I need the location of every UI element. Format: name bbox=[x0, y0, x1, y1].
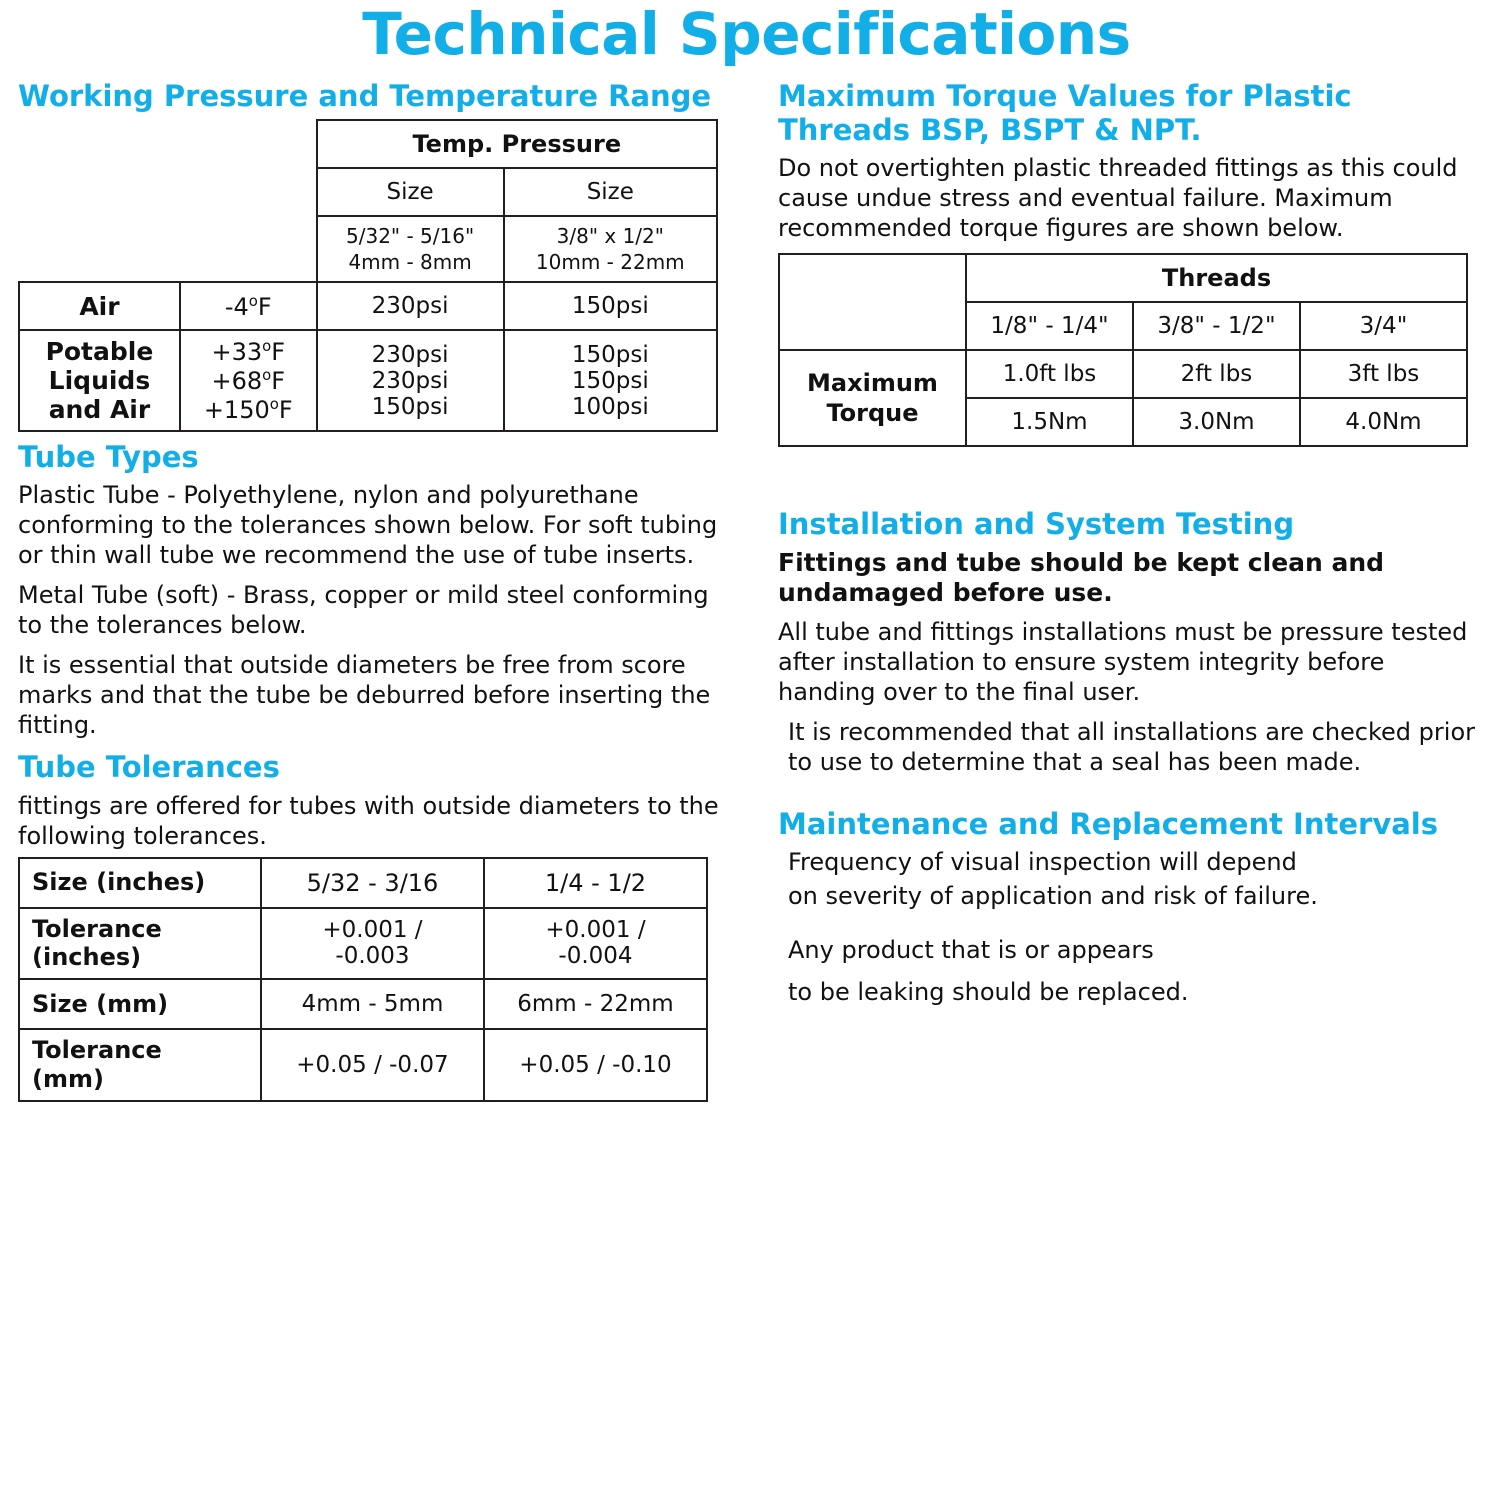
torque-ftlbs-1: 1.0ft lbs bbox=[966, 350, 1133, 398]
tolerances-intro: fittings are offered for tubes with outside diameters to the following tolerances. bbox=[18, 791, 719, 850]
table-row bbox=[19, 979, 707, 1029]
size-range-2-line1: 3/8" x 1/2" bbox=[556, 224, 664, 249]
table-row bbox=[19, 168, 717, 216]
air-temperature bbox=[180, 282, 317, 330]
potable-temp-3: +150 bbox=[203, 396, 270, 425]
thread-size-3: 3/4" bbox=[1300, 302, 1467, 350]
table-row bbox=[19, 1029, 707, 1101]
potable-col1-1: 230psi bbox=[371, 341, 449, 368]
size-header-2: Size bbox=[504, 168, 717, 216]
potable-col1-3: 150psi bbox=[371, 393, 449, 420]
size-range-1-line1: 5/32" - 5/16" bbox=[346, 224, 475, 249]
maintenance-paragraph-1: Frequency of visual inspection will depend bbox=[788, 847, 1297, 876]
table-row-potable bbox=[19, 330, 717, 431]
torque-ftlbs-2: 2ft lbs bbox=[1133, 350, 1300, 398]
tolerance-mm-c1: +0.05 / -0.07 bbox=[261, 1029, 484, 1101]
thread-size-1: 1/8" - 1/4" bbox=[966, 302, 1133, 350]
left-column bbox=[18, 79, 738, 1102]
tol-inches-c2-line1: +0.001 / bbox=[545, 917, 646, 944]
tolerance-row-label-tol-mm bbox=[19, 1029, 261, 1101]
potable-temp-2: +68 bbox=[211, 367, 263, 396]
table-row bbox=[19, 216, 717, 282]
potable-pressure-col1 bbox=[317, 330, 504, 431]
table-row bbox=[19, 120, 717, 168]
potable-pressure-col2 bbox=[504, 330, 717, 431]
empty-cell bbox=[19, 168, 180, 216]
size-header-1: Size bbox=[317, 168, 504, 216]
table-row bbox=[19, 908, 707, 980]
working-pressure-table bbox=[18, 119, 718, 432]
max-torque-label-line2: Torque bbox=[826, 399, 919, 428]
row-label-potable bbox=[19, 330, 180, 431]
tube-types-paragraph-2: Metal Tube (soft) - Brass, copper or mild steel conforming to the tolerances below. bbox=[18, 581, 709, 640]
page-title: Technical Specifications bbox=[362, 0, 1131, 68]
tolerance-size-inches-c1: 5/32 - 3/16 bbox=[261, 858, 484, 908]
maintenance-paragraph-2: on severity of application and risk of failure. bbox=[788, 881, 1318, 910]
tolerance-inches-c1 bbox=[261, 908, 484, 980]
torque-nm-2: 3.0Nm bbox=[1133, 398, 1300, 446]
table-row bbox=[779, 254, 1467, 302]
size-range-2 bbox=[504, 216, 717, 282]
degree-symbol: o bbox=[248, 291, 258, 310]
installation-paragraph-2: It is recommended that all installations are checked prior to use to determine that a seal has been made. bbox=[788, 717, 1475, 776]
potable-label-line3: and Air bbox=[48, 395, 151, 425]
torque-nm-1: 1.5Nm bbox=[966, 398, 1133, 446]
degree-symbol: o bbox=[262, 337, 272, 356]
section-heading-torque: Maximum Torque Values for Plastic Threads BSP, BSPT & NPT. bbox=[778, 78, 1352, 148]
empty-cell bbox=[19, 120, 180, 168]
right-column bbox=[778, 79, 1478, 1017]
row-label-air: Air bbox=[19, 282, 180, 330]
torque-nm-3: 4.0Nm bbox=[1300, 398, 1467, 446]
air-pressure-col2: 150psi bbox=[504, 282, 717, 330]
degree-symbol: o bbox=[269, 395, 279, 414]
tolerance-row-label-tol-inches bbox=[19, 908, 261, 980]
tol-inches-c1-line2: -0.003 bbox=[335, 943, 410, 970]
temp-pressure-header: Temp. Pressure bbox=[317, 120, 717, 168]
table-row bbox=[779, 350, 1467, 398]
maximum-torque-table bbox=[778, 253, 1468, 447]
table-row-air bbox=[19, 282, 717, 330]
potable-col2-1: 150psi bbox=[571, 341, 649, 368]
potable-label-line2: Liquids bbox=[48, 366, 151, 396]
row-label-maximum-torque bbox=[779, 350, 966, 446]
empty-cell bbox=[180, 120, 317, 168]
section-heading-maintenance: Maintenance and Replacement Intervals bbox=[778, 806, 1438, 841]
size-range-1 bbox=[317, 216, 504, 282]
potable-col2-2: 150psi bbox=[571, 367, 649, 394]
tolerance-row-label-size-mm: Size (mm) bbox=[19, 979, 261, 1029]
size-range-2-line2: 10mm - 22mm bbox=[535, 250, 685, 275]
tolerance-inches-c2 bbox=[484, 908, 707, 980]
torque-paragraph: Do not overtighten plastic threaded fittings as this could cause undue stress and eventual failure. Maximum recommended torque figures are shown below. bbox=[778, 154, 1458, 243]
empty-cell bbox=[19, 216, 180, 282]
tube-tolerances-table bbox=[18, 857, 708, 1102]
section-heading-tube-types: Tube Types bbox=[18, 440, 199, 475]
air-temp-value: -4 bbox=[224, 292, 249, 321]
section-heading-installation: Installation and System Testing bbox=[778, 507, 1295, 542]
potable-temp-1: +33 bbox=[211, 338, 263, 367]
tolerance-size-mm-c2: 6mm - 22mm bbox=[484, 979, 707, 1029]
section-heading-tube-tolerances: Tube Tolerances bbox=[18, 750, 280, 785]
two-column-layout bbox=[18, 79, 1475, 1102]
potable-temp-unit-2: F bbox=[271, 367, 286, 396]
maintenance-paragraph-3: Any product that is or appears bbox=[788, 935, 1154, 964]
potable-label-line1: Potable bbox=[45, 337, 154, 367]
air-pressure-col1: 230psi bbox=[317, 282, 504, 330]
threads-header: Threads bbox=[966, 254, 1467, 302]
tol-mm-label-line1: Tolerance bbox=[32, 1036, 162, 1065]
degree-symbol: o bbox=[262, 366, 272, 385]
empty-cell bbox=[180, 168, 317, 216]
potable-col2-3: 100psi bbox=[571, 393, 649, 420]
tolerance-size-mm-c1: 4mm - 5mm bbox=[261, 979, 484, 1029]
tolerance-mm-c2: +0.05 / -0.10 bbox=[484, 1029, 707, 1101]
empty-corner-cell bbox=[779, 254, 966, 350]
tolerance-row-label-size-inches: Size (inches) bbox=[19, 858, 261, 908]
air-temp-unit: F bbox=[257, 292, 272, 321]
tube-types-paragraph-3: It is essential that outside diameters be free from score marks and that the tube be deburred before inserting the fitting. bbox=[18, 651, 711, 740]
tol-mm-label-line2: (mm) bbox=[32, 1064, 104, 1093]
installation-paragraph-1: All tube and fittings installations must be pressure tested after installation to ensure system integrity before handing over to the final user. bbox=[778, 617, 1468, 706]
installation-bold-note: Fittings and tube should be kept clean and undamaged before use. bbox=[778, 547, 1385, 608]
potable-temperatures bbox=[180, 330, 317, 431]
thread-size-2: 3/8" - 1/2" bbox=[1133, 302, 1300, 350]
tube-types-paragraph-1: Plastic Tube - Polyethylene, nylon and polyurethane conforming to the tolerances shown below. For soft tubing or thin wall tube we recommend the use of tube inserts. bbox=[18, 481, 718, 570]
maintenance-paragraph-4: to be leaking should be replaced. bbox=[788, 977, 1189, 1006]
torque-ftlbs-3: 3ft lbs bbox=[1300, 350, 1467, 398]
section-heading-working-pressure: Working Pressure and Temperature Range bbox=[18, 78, 712, 113]
potable-temp-unit-3: F bbox=[278, 396, 293, 425]
potable-col1-2: 230psi bbox=[371, 367, 449, 394]
tolerance-size-inches-c2: 1/4 - 1/2 bbox=[484, 858, 707, 908]
tol-inches-label-line2: (inches) bbox=[32, 943, 142, 972]
potable-temp-unit-1: F bbox=[271, 338, 286, 367]
tol-inches-label-line1: Tolerance bbox=[32, 914, 162, 943]
tol-inches-c1-line1: +0.001 / bbox=[322, 917, 423, 944]
size-range-1-line2: 4mm - 8mm bbox=[348, 250, 472, 275]
empty-cell bbox=[180, 216, 317, 282]
table-row bbox=[19, 858, 707, 908]
max-torque-label-line1: Maximum bbox=[807, 369, 938, 398]
tol-inches-c2-line2: -0.004 bbox=[558, 943, 633, 970]
